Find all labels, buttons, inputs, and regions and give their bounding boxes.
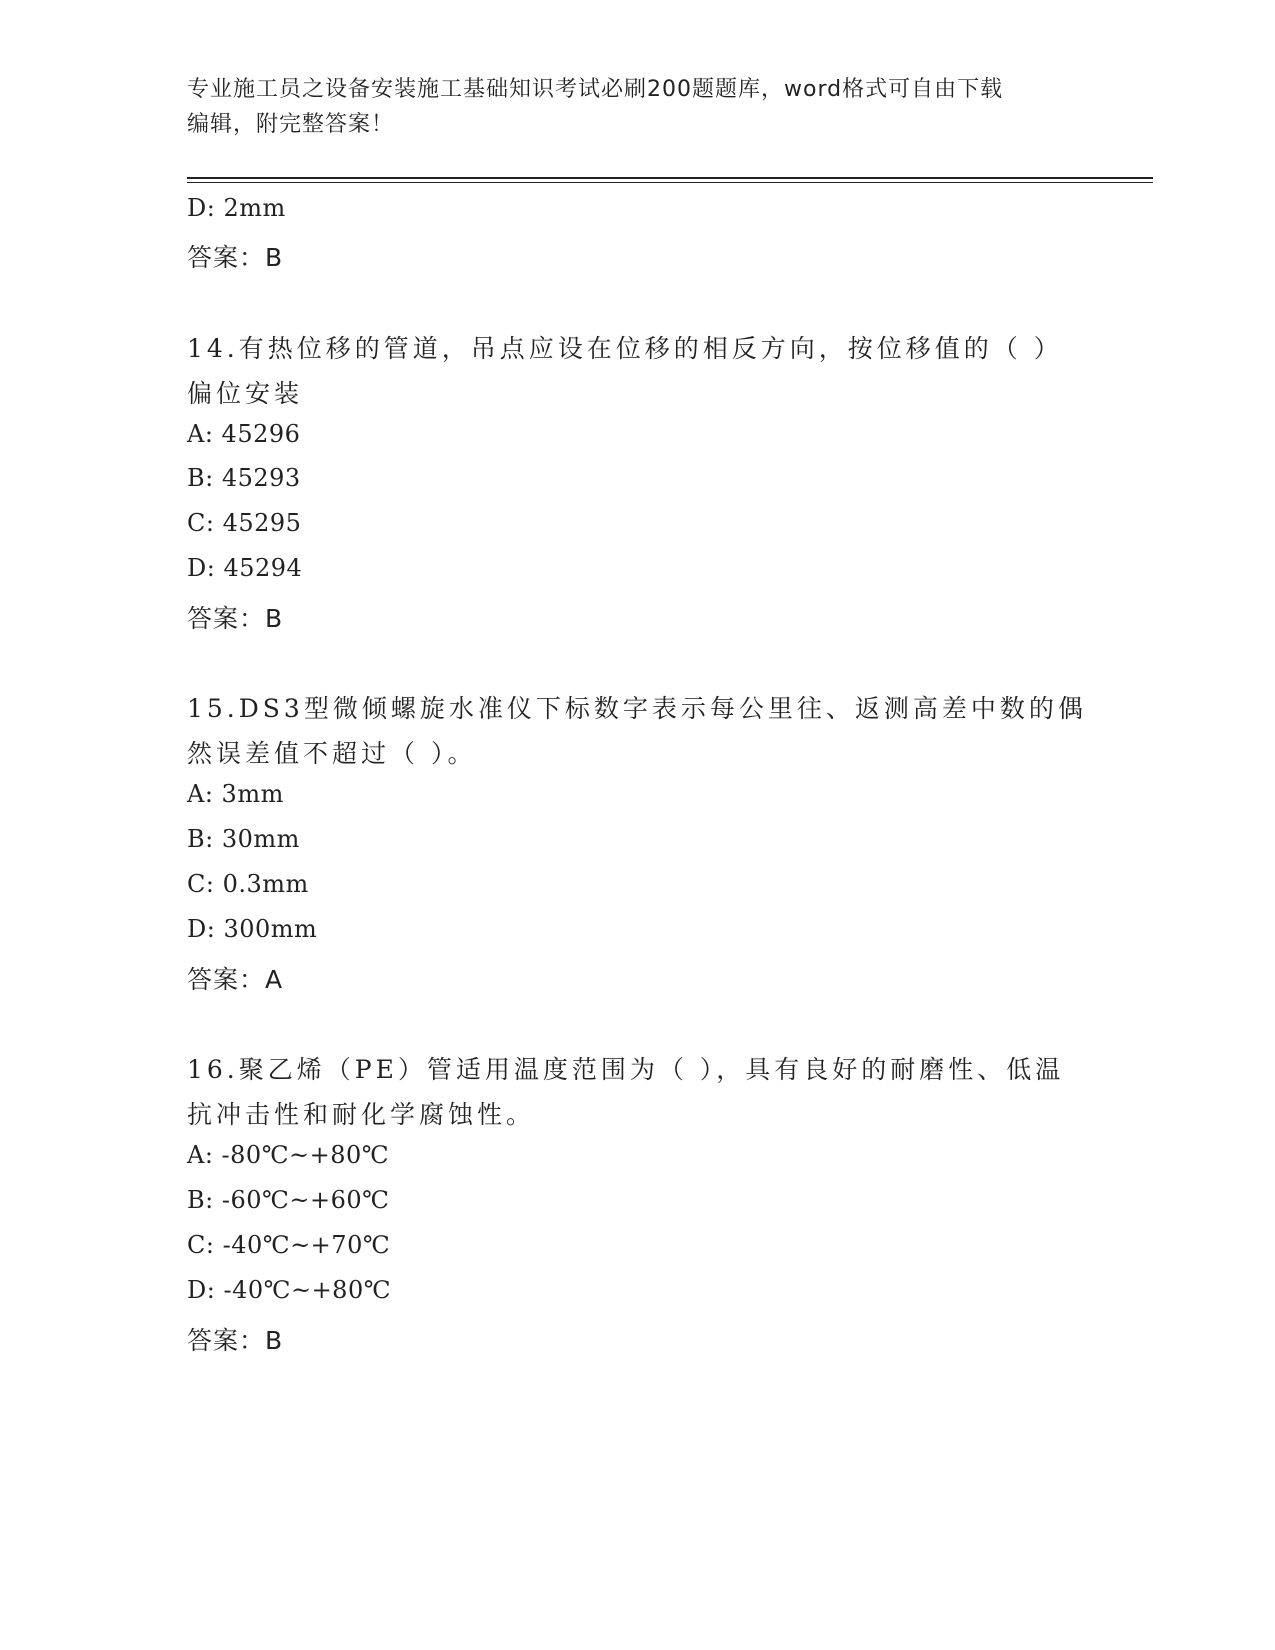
question-14-option-c: C: 45295 [187,509,302,537]
question-16-answer: 答案：B [187,1326,284,1355]
question-14-option-b: B: 45293 [187,464,301,492]
question-16-text-line-1: 16.聚乙烯（PE）管适用温度范围为（ ），具有良好的耐磨性、低温 [187,1055,1065,1084]
header-title-line-2: 编辑，附完整答案！ [187,112,395,137]
header-title-line-1: 专业施工员之设备安装施工基础知识考试必刷200题题库，word格式可自由下载 [187,77,1004,102]
prev-answer: 答案：B [187,243,284,272]
question-15-option-d: D: 300mm [187,915,318,943]
question-15-answer: 答案：A [187,965,284,994]
question-16-option-d: D: -40℃~+80℃ [187,1276,392,1304]
question-16-option-c: C: -40℃~+70℃ [187,1231,391,1259]
question-14-text-line-2: 偏位安装 [187,379,304,408]
question-16-option-b: B: -60℃~+60℃ [187,1186,390,1214]
question-14-option-d: D: 45294 [187,554,303,582]
question-15-option-a: A: 3mm [187,780,284,808]
header-divider-top [187,177,1153,179]
header-divider-bottom [187,182,1153,183]
question-14-option-a: A: 45296 [187,420,301,448]
document-header [187,72,1087,142]
question-15-option-b: B: 30mm [187,825,300,853]
question-15-text-line-2: 然误差值不超过（ ）。 [187,739,477,768]
question-15-option-c: C: 0.3mm [187,870,309,898]
prev-option-d: D: 2mm [187,194,286,222]
question-14-answer: 答案：B [187,604,284,633]
question-16-text-line-2: 抗冲击性和耐化学腐蚀性。 [187,1100,536,1129]
question-15-text-line-1: 15.DS3型微倾螺旋水准仪下标数字表示每公里往、返测高差中数的偶 [187,694,1087,723]
question-14-text-line-1: 14.有热位移的管道，吊点应设在位移的相反方向，按位移值的（ ） [187,334,1063,363]
question-16-option-a: A: -80℃~+80℃ [187,1141,390,1169]
